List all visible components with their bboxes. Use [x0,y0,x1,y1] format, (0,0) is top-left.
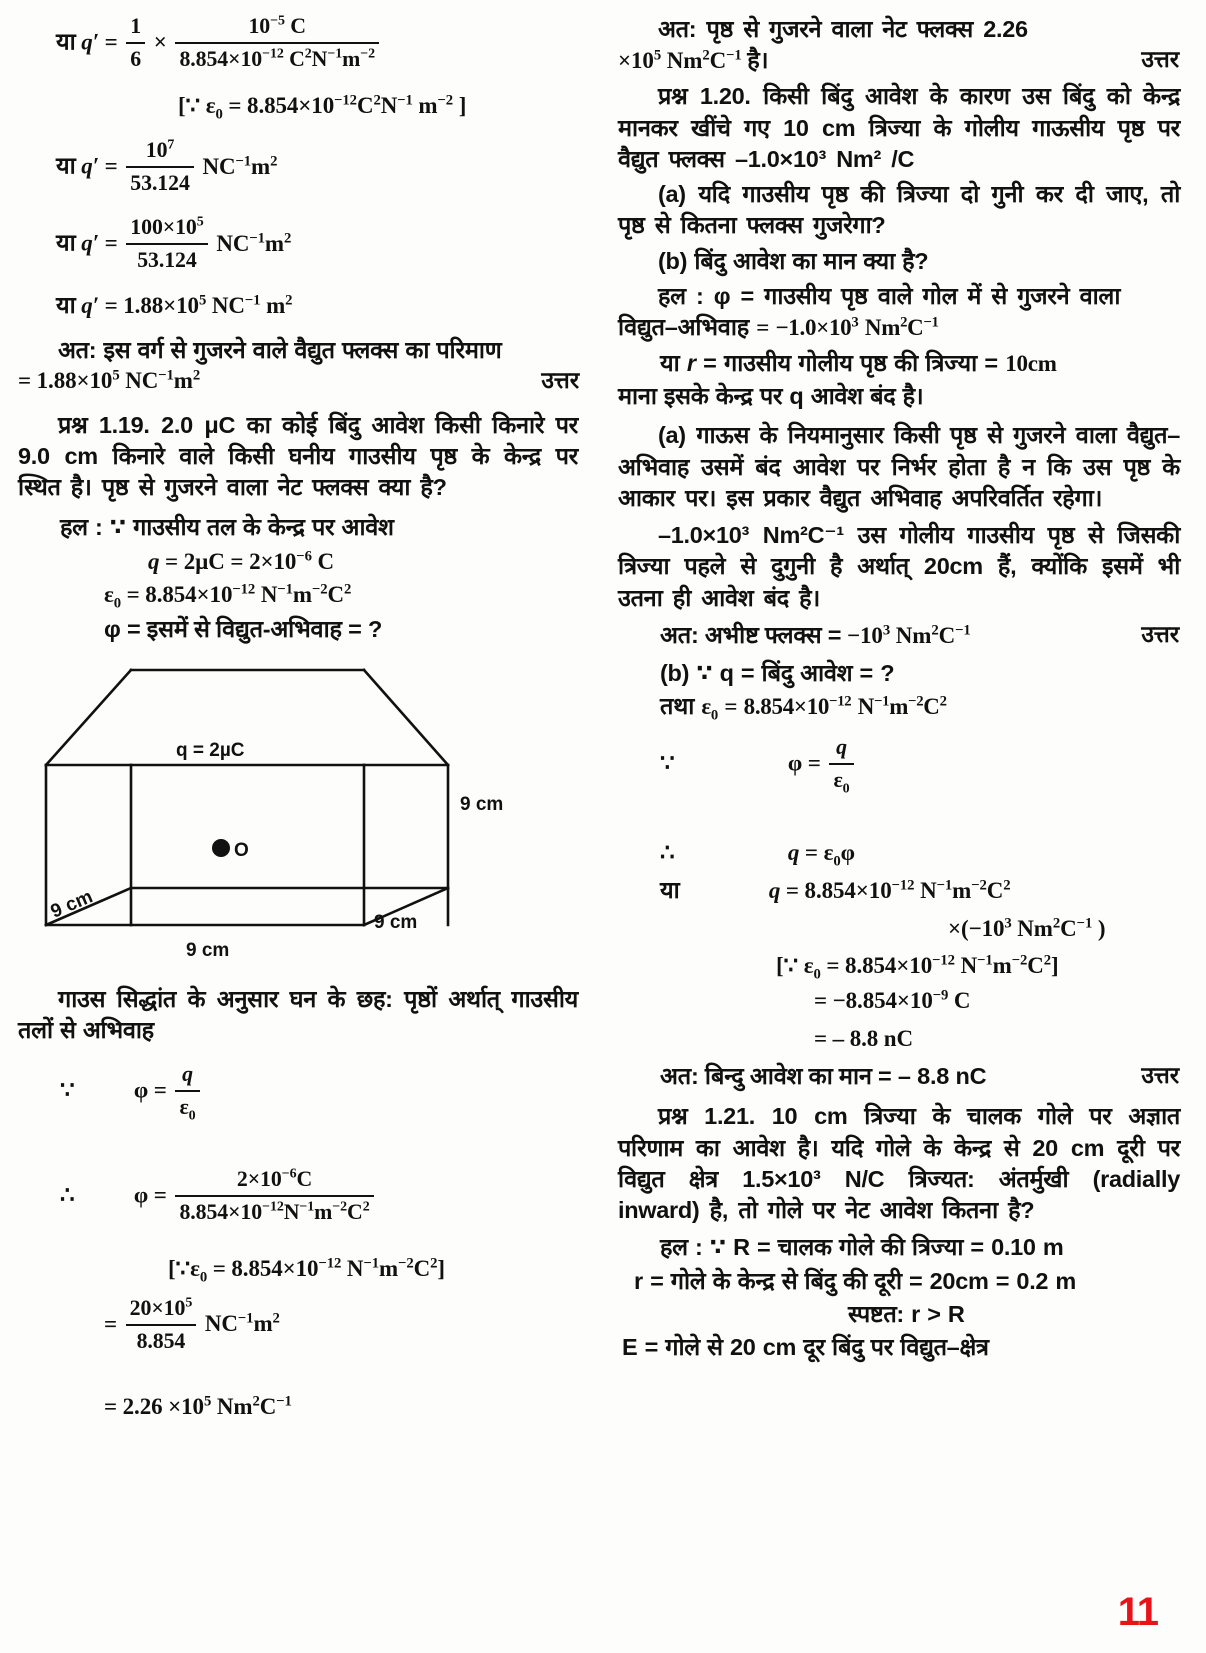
because-symbol: ∵ [660,750,675,776]
solution-1-21-rR: स्पष्टत: r > R [848,1300,965,1327]
fraction-denominator: 53.124 [137,248,197,273]
fraction-phi-value [175,1166,373,1227]
fraction-denominator: $\varepsilon_0$ [833,767,850,797]
prefix-ya: या [660,877,680,904]
flux-conclusion-value: $\times 10^5$ $Nm^2C^{-1}$ है। [618,47,769,74]
fraction-one-sixth [126,13,145,74]
charge-point-marker [212,839,230,857]
question-1-21: प्रश्न 1.21. 10 cm त्रिज्या के चालक गोले पर अज्ञात परिणाम का आवेश है। यदि गोले के केन्द्र से 20 cm दूरी पर विद्युत क्षेत्र 1.5×10³ N/C त्रिज्यत: अंतर्मुखी (radially inward) है, तो गोले पर नेट आवेश कितना है? [618,1103,1180,1224]
note-epsilon-zero-1: [∵ $\varepsilon_0 = 8.854\times 10^{-12}C^2N^{-1}$ $m^{-2}$ ] [178,92,467,123]
unit-nc-m2: $NC^{-1}m^2$ [204,1310,280,1337]
equation-body: $q = 8.854\times 10^{-12}$ $N^{-1}m^{-2}C^2$ [768,877,1011,904]
part-a-explanation-2: –1.0×10³ Nm²C⁻¹ उस गोलीय गाउसीय पृष्ठ से जिसकी त्रिज्या पहले से दुगुनी है अर्थात् 20cm हैं, क्योंकि इसमें भी उतना ही आवेश बंद है। [618,522,1180,611]
var-q-prime: q′ [81,293,99,319]
conclusion-value-line [18,366,583,396]
part-a-explanation: (a) गाऊस के नियमानुसार किसी पृष्ठ से गुजरने वाला वैद्युत–अभिवाह उसमें बंद आवेश पर निर्भर होता है न कि उस पृष्ठ के आकार पर। इस प्रकार वैद्युत अभिवाह अपरिवर्तित रहेगा। [618,422,1180,511]
fraction-denominator: $8.854\times 10^{-12}N^{-1}m^{-2}C^2$ [179,1199,370,1225]
conclusion-text: अत: इस वर्ग से गुजरने वाले वैद्युत फ्लक्स का परिमाण [58,336,502,363]
answer-label: उत्तर [541,366,579,393]
cube-diagram [36,660,516,980]
answer-charge-line [618,1061,1183,1099]
equals-sign: = [104,230,118,256]
prefix-ya: या [56,28,76,55]
equation-q-equals-eps-phi [618,838,1183,870]
because-symbol: ∵ [60,1078,75,1104]
figure-edge-right-label: 9 cm [460,793,504,815]
left-column [18,0,583,1653]
unit-nc-m2: $NC^{-1}m^2$ [202,153,278,180]
equals-sign: = [104,154,118,180]
multiply-sign: × [153,29,167,55]
flux-conclusion-value-line [618,45,1183,79]
fraction-numerator: $100\times 10^5$ [126,214,207,245]
fraction-denominator: 53.124 [130,171,190,196]
equation-q-substituted [618,875,1183,905]
given-charge-q: $q = 2\mu C = 2\times 10^{-6}$ C [148,548,335,574]
fraction-phi-numeric [126,1295,197,1356]
solution-1-21-r: r = गोले के केन्द्र से बिंदु की दूरी = 20cm = 0.2 m [634,1267,1077,1294]
question-1-20-text: प्रश्न 1.20. किसी बिंदु आवेश के कारण उस बिंदु को केन्द्र मानकर खींचे गए 10 cm त्रिज्या के गोलीय गाऊसीय पृष्ठ पर वैद्युत फ्लक्स –1.0×10³ Nm² /C [618,83,1180,172]
question-1-20-part-a: (a) यदि गाउसीय पृष्ठ की त्रिज्या दो गुनी कर दी जाए, तो पृष्ठ से कितना फ्लक्स गुजरेगा? [618,181,1180,239]
equation-body: $q = \varepsilon_0\varphi$ [787,839,855,870]
phi-equals: φ = [133,1078,167,1104]
answer-charge-text: अत: बिन्दु आवेश का मान = – 8.8 nC [660,1063,987,1090]
equation-phi-substituted [18,1167,583,1228]
part-b-question: (b) ∵ q = बिंदु आवेश = ? [660,659,895,686]
equals-sign: = [104,29,118,55]
var-q-prime: q′ [81,29,99,55]
note-epsilon-zero-b: [∵ $\varepsilon_0 = 8.854\times 10^{-12}$ $N^{-1}m^{-2}C^2$] [776,952,1059,983]
fraction-hundred-times-ten5 [126,214,207,275]
figure-edge-depth-right-label: 9 cm [374,911,418,933]
solution-1-20-phi-line: हल : φ = गाउसीय पृष्ठ वाले गोल में से गुजरने वाला [658,282,1121,309]
question-1-20-part-b: (b) बिंदु आवेश का मान क्या है? [658,247,929,274]
equation-q-prime-1 [18,14,583,75]
fraction-denominator: 6 [130,46,142,71]
var-q-prime: q′ [81,154,99,180]
answer-label: उत्तर [1141,1062,1179,1089]
page-number: 11 [1117,1590,1158,1634]
gauss-theorem-paragraph: गाउस सिद्धांत के अनुसार घन के छह: पृष्ठों अर्थात् गाउसीय तलों से अभिवाह [18,985,578,1044]
equation-q-prime-4 [18,290,583,320]
fraction-q-over-eps0 [829,734,853,795]
solution-1-20-assumption: माना इसके केन्द्र पर q आवेश बंद है। [618,383,924,410]
question-1-19: प्रश्न 1.19. 2.0 μC का कोई बिंदु आवेश किसी किनारे पर 9.0 cm किनारे वाले किसी घनीय गाउसीय पृष्ठ के केन्द्र पर स्थित है। पृष्ठ से गुजरने वाला नेट फ्लक्स क्या है? [18,411,578,501]
answer-label: उत्तर [1141,46,1179,73]
figure-charge-label: q = 2µC [176,739,245,761]
given-phi: φ = इसमें से विद्युत-अभिवाह = ? [104,615,383,642]
figure-edge-bottom-label: 9 cm [186,939,230,961]
flux-conclusion-text: अत: पृष्ठ से गुजरने वाला नेट फ्लक्स 2.26 [658,16,1028,42]
fraction-q-over-eps0 [175,1061,199,1122]
fraction-numerator: $2\times 10^{-6}C$ [175,1166,373,1197]
answer-flux-line [618,620,1183,656]
conclusion-value: = $1.88\times 10^5$ $NC^{-1}m^2$ [18,367,201,393]
solution-1-20-radius-line: या r = गाउसीय गोलीय पृष्ठ की त्रिज्या = 10cm [660,349,1057,376]
fraction-numerator: $20\times 10^5$ [126,1295,197,1326]
fraction-numerator: $10^7$ [126,137,193,168]
prefix-ya: या [56,229,76,256]
equation-q-prime-3 [18,215,583,276]
fraction-ten-to-seven [126,137,193,198]
equation-q-value-2: = – 8.8 nC [814,1025,914,1051]
solution-1-21-R: हल : ∵ R = चालक गोले की त्रिज्या = 0.10 m [660,1234,1064,1261]
equation-phi-definition [18,1062,583,1123]
equation-phi-calculation [18,1296,583,1357]
equation-phi-definition-b [618,735,1183,796]
equation-q-value-1: = $-8.854\times 10^{-9}$ C [814,987,971,1014]
figure-edge-depth-left-label: 9 cm [47,886,96,923]
answer-flux-value: $-10^3$ $Nm^2C^{-1}$ [847,622,971,648]
value: = $1.88\times 10^5$ $NC^{-1}$ $m^2$ [104,292,293,319]
solution-label-1-19: हल : ∵ गाउसीय तल के केन्द्र पर आवेश [60,513,394,540]
fraction-numerator: q [175,1061,199,1092]
phi-equals: φ = [133,1182,167,1208]
therefore-symbol: ∴ [60,1182,75,1208]
answer-flux-text: अत: अभीष्ट फ्लक्स = [660,621,842,648]
question-1-20 [618,81,1180,175]
var-q-prime: q′ [81,230,99,256]
therefore-symbol: ∴ [660,839,675,865]
answer-label: उत्तर [1141,620,1179,647]
prefix-ya: या [56,292,76,319]
given-epsilon-zero: $\varepsilon_0 = 8.854\times 10^{-12}$ $N^{-1}m^{-2}C^2$ [104,581,352,612]
note-epsilon-zero-2: [$\because\varepsilon_0 = 8.854\times 10^{-12}$ $N^{-1}m^{-2}C^2$] [168,1255,445,1286]
phi-equals: φ = [787,750,821,776]
fraction-denominator: 8.854 [136,1328,186,1353]
equals-sign: = [104,1311,118,1337]
solution-1-20-phi-value: विद्युत–अभिवाह = $-1.0\times 10^3$ $Nm^2C^{-1}$ [618,314,939,340]
prefix-ya: या [56,153,76,180]
fraction-denominator: $8.854\times 10^{-12}$ $C^2N^{-1}m^{-2}$ [179,46,375,71]
unit-nc-m2: $NC^{-1}m^2$ [216,230,292,256]
equation-q-prime-2 [18,138,583,199]
fraction-denominator: $\varepsilon_0$ [179,1095,196,1124]
fraction-charge-over-epsilon [175,13,379,74]
solution-1-21-E: E = गोले से 20 cm दूर बिंदु पर विद्युत–क्षेत्र [622,1334,989,1361]
figure-center-label: O [234,839,249,861]
equation-q-substituted-2: $\times(-10^3$ $Nm^2C^{-1}$ ) [948,914,1106,941]
equation-phi-result: = $2.26 \times 10^5$ $Nm^2C^{-1}$ [104,1393,292,1420]
fraction-numerator: $10^{-5}$ C [175,13,379,44]
conclusion-paragraph [18,335,578,366]
right-column [618,0,1183,1653]
part-b-epsilon: तथा $\varepsilon_0 = 8.854\times 10^{-12}$ $N^{-1}m^{-2}C^2$ [660,693,947,724]
fraction-numerator: q [829,734,853,765]
fraction-numerator: 1 [126,13,145,44]
